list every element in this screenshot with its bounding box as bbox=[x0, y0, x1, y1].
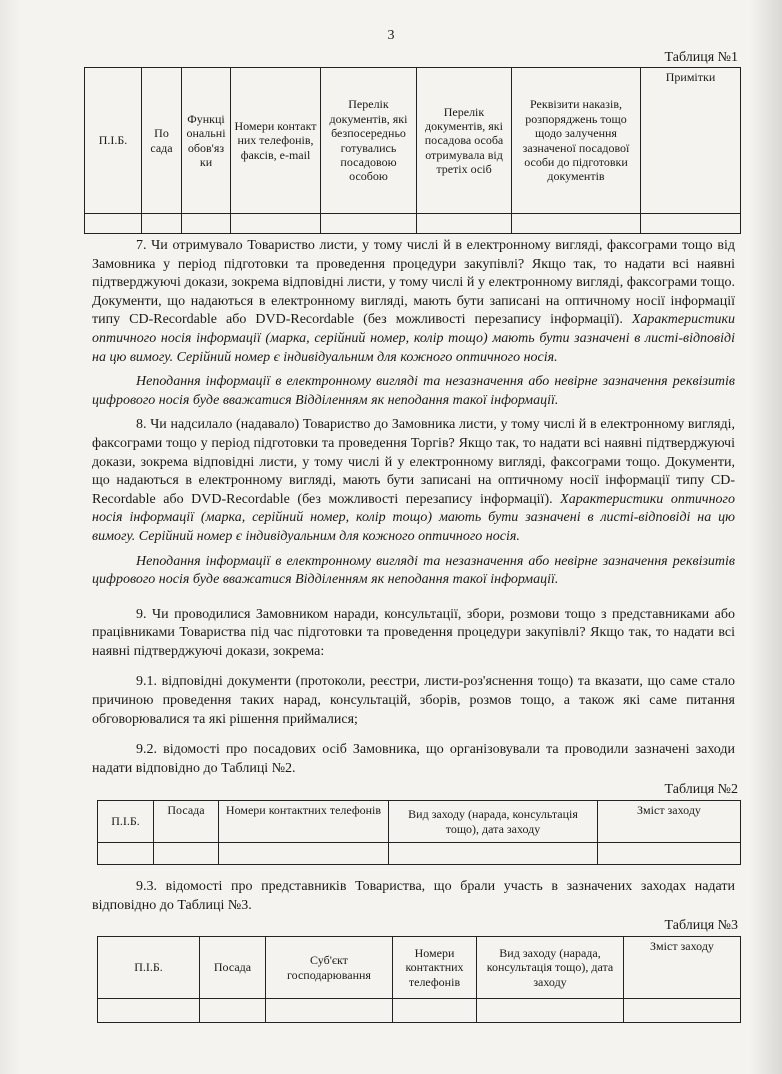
table1-header-cell: Перелік документів, які посадова особа отримувала від третіх осіб bbox=[417, 68, 512, 214]
table3-empty-row bbox=[98, 999, 741, 1023]
table1-header-cell: Примітки bbox=[641, 68, 741, 214]
table1-header-cell: Перелік документів, які безпосередньо готувались посадовою особою bbox=[321, 68, 417, 214]
table-1 bbox=[84, 67, 741, 234]
table2-header-cell: Зміст заходу bbox=[598, 801, 741, 843]
table1-header-cell: Реквізити наказів, розпоряджень тощо щодо залучення зазначеної посадової особи до підготовки документів bbox=[512, 68, 641, 214]
paragraph-8-italic: Характеристики оптичного носія інформації (марка, серійний номер, колір тощо) мають бути зазначені в листі-відповіді на цю вимогу. Серійний номер є індивідуальним для кожного оптичного носія. bbox=[92, 491, 736, 544]
body-text bbox=[92, 237, 735, 778]
table1-header-cell: Функці ональні обов'яз ки bbox=[182, 68, 231, 214]
table3-header-cell: Вид заходу (нарада, консультація тощо), дата заходу bbox=[477, 937, 624, 999]
paragraph-8-note: Неподання інформації в електронному вигляді та незазначення або невірне зазначення реквізитів цифрового носія буде вважатися Відділенням як неподання такої інформації. bbox=[92, 553, 735, 588]
table1-header-cell: По сада bbox=[142, 68, 182, 214]
table2-header-cell: П.І.Б. bbox=[98, 801, 154, 843]
table-3 bbox=[97, 936, 741, 1023]
table3-header-row bbox=[98, 937, 741, 999]
paragraph-7-italic: Характеристики оптичного носія інформації (марка, серійний номер, колір тощо) мають бути зазначені в листі-відповіді на цю вимогу. Серійний номер є індивідуальним для кожного оптичного носія. bbox=[92, 312, 735, 365]
table1-caption: Таблиця №1 bbox=[664, 50, 738, 65]
table2-empty-row bbox=[98, 843, 741, 865]
body-text-2 bbox=[92, 878, 735, 915]
paragraph-7-note: Неподання інформації в електронному вигляді та незазначення або невірне зазначення реквізитів цифрового носія буде вважатися Відділенням як неподання такої інформації. bbox=[92, 374, 735, 408]
table2-header-cell: Номери контактних телефонів bbox=[219, 801, 389, 843]
table3-header-cell: Номери контактних телефонів bbox=[393, 937, 477, 999]
table1-header-cell: Номери контакт них телефонів, факсів, e-mail bbox=[231, 68, 321, 214]
page-number: 3 bbox=[387, 28, 395, 43]
table3-caption: Таблиця №3 bbox=[664, 918, 738, 933]
table1-empty-row bbox=[85, 214, 741, 234]
paragraph-9-1: 9.1. відповідні документи (протоколи, реєстри, листи-роз'яснення тощо) та вказати, що саме стало причиною проведення таких нарад, консультацій, зборів, розмов тощо, а також які саме питання обговорювалися та які рішення приймалися; bbox=[92, 674, 735, 727]
table3-header-cell: Посада bbox=[200, 937, 266, 999]
table3-header-cell: П.І.Б. bbox=[98, 937, 200, 999]
paragraph-9-3: 9.3. відомості про представників Товариства, що брали участь в зазначених заходах надати відповідно до Таблиці №3. bbox=[92, 879, 735, 913]
table-2 bbox=[97, 800, 741, 865]
table3-header-cell: Зміст заходу bbox=[624, 937, 741, 999]
table2-header-cell: Посада bbox=[154, 801, 219, 843]
paragraph-8-text: 8. Чи надсилало (надавало) Товариство до Замовника листи, у тому числі й в електронному вигляді, факсограми тощо у період підготовки та проведення Торгів? Якщо так, то надати всі наявні підтверджуючі докази, зокрема відповідні листи, у тому числі й у електронному вигляді, факсограми тощо. Документи, що надаються в електронному вигляді, мають бути записані на оптичному носії інформації типу CD-Recordable або DVD-Recordable (без можливості перезапису інформації). bbox=[92, 417, 735, 507]
table1-header-cell: П.І.Б. bbox=[85, 68, 142, 214]
table2-header-cell: Вид заходу (нарада, консультація тощо), дата заходу bbox=[389, 801, 598, 843]
table3-header-cell: Суб'єкт господарювання bbox=[266, 937, 393, 999]
table1-header-row bbox=[85, 68, 741, 214]
table2-caption: Таблиця №2 bbox=[664, 782, 738, 797]
paragraph-8 bbox=[92, 416, 735, 546]
paragraph-7-text: 7. Чи отримувало Товариство листи, у тому числі й в електронному вигляді, факсограми тощо від Замовника у період підготовки та проведення процедури закупівлі? Якщо так, то надати всі наявні підтверджуючі докази, зокрема відповідні листи, у тому числі й у електронному вигляді, факсограми тощо. Документи, що надаються в електронному вигляді, мають бути записані на оптичному носії інформації типу CD-Recordable або DVD-Recordable (без можливості перезапису інформації). bbox=[92, 238, 735, 328]
paragraph-7 bbox=[92, 237, 735, 367]
table2-header-row bbox=[98, 801, 741, 843]
paragraph-9: 9. Чи проводилися Замовником наради, консультації, збори, розмови тощо з представниками або працівниками Товариства під час підготовки та проведення процедури закупівлі? Якщо так, то надати всі наявні підтверджуючі докази, зокрема: bbox=[92, 606, 735, 659]
paragraph-9-2: 9.2. відомості про посадових осіб Замовника, що організовували та проводили зазначені заходи надати відповідно до Таблиці №2. bbox=[92, 742, 735, 776]
